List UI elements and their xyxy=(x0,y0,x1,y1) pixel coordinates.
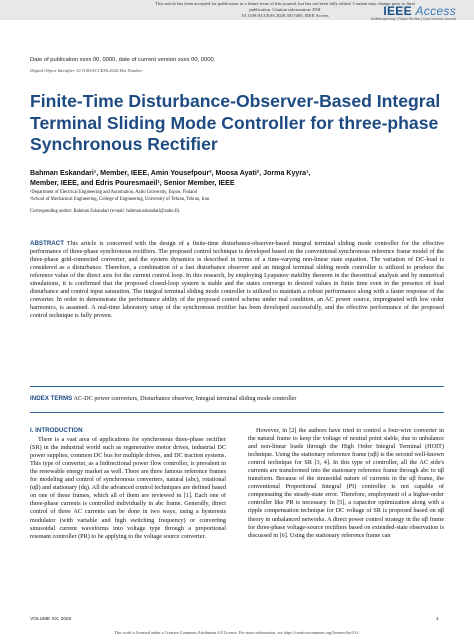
index-terms xyxy=(30,395,444,403)
logo-text-access: Access xyxy=(415,4,456,18)
license-notice: This work is licensed under a Creative Commons Attribution 4.0 License. For more information, see https://creativecommons.org/licenses/by/4.0/. xyxy=(114,630,360,635)
page-number: 1 xyxy=(436,617,439,622)
affiliation-2: ²School of Mechanical Engineering, College of Engineering, University of Tehran, Tehran, Iran xyxy=(30,197,210,202)
left-column xyxy=(30,427,226,541)
publication-notice-line1: This article has been accepted for publication in a future issue of this journal, but has not been fully edited. Content may change prior to final publication. Citation information: DOI xyxy=(155,1,415,12)
paper-title: Finite-Time Disturbance-Observer-Based Integral Terminal Sliding Mode Controller for three-phase Synchronous Rectifier xyxy=(30,91,441,154)
publication-notice-line2: 10.1109/ACCESS.2020.3017469, IEEE Access xyxy=(241,13,329,18)
author-list xyxy=(30,169,450,188)
right-column xyxy=(248,427,444,540)
abstract-block xyxy=(30,240,444,320)
abstract-label: ABSTRACT xyxy=(30,240,65,247)
logo-text-ieee: IEEE xyxy=(383,4,412,18)
index-terms-label: INDEX TERMS xyxy=(30,395,73,402)
divider-rule-top xyxy=(30,386,444,387)
intro-paragraph-left: There is a vast area of applications for synchronous three-phase rectifier (SR) in the industrial world such as regenerative motor drives, industrial DC power supplies, common DC bus for multiple drives, and DC traction systems. This type of converter, as a bidirectional power flow controller, is prevalent in the renewable energy market as well. There are three famous reference frames for modeling and control of synchronous converters, natural (abc), rotational (αβ) and stationary (dq). All the advanced control techniques are defined based on one of these frames, which all of them are reviewed in [1]. Each one of three-phase currents is controlled individually in abc frame. Generally, direct control of three AC currents can be done in two ways, using a hysteresis modulator (with variable and high switching frequency) or converting sinusoidal current waveforms into voltage type through a proportional resonant controller (PR) to be applying to the voltage source converter. xyxy=(30,436,226,540)
ieee-access-logo xyxy=(371,4,456,21)
author-line-1: Bahman Eskandari¹, Member, IEEE, Amin Yousefpour², Moosa Ayati², Jorma Kyyra¹, xyxy=(30,169,311,177)
section-heading-introduction: I. INTRODUCTION xyxy=(30,427,83,434)
publication-date: Date of publication xxxx 00, 0000, date of current version xxxx 00, 0000. xyxy=(30,57,216,63)
affiliation-1: ¹Department of Electrical Engineering and Automation, Aalto University, Espoo, Finland xyxy=(30,190,197,195)
volume-label: VOLUME XX, 2020 xyxy=(30,617,72,622)
abstract-text: This article is concerned with the design of a finite-time disturbance-observer-based integral terminal sliding mode controller for the effective performance of three-phase synchronous rectifiers. The proposed control technique is developed based on the conventional synchronous reference frame model of the three-phase grid-connected converter, and the system dynamics is described in terms of a time-varying non-linear state equation. The variation of DC-load is considered as a disturbance. Therefore, a combination of a fast disturbance observer and an integral terminal sliding mode controller is utilized to produce the reference value of the direct axis for the current control loop. In this research, by employing Lyapunov stability theorem in the theoretical analysis and by numerical simulations, it is confirmed that the proposed closed-loop system is stable and the states converge to desired values in finite time even in the presence of load disturbance and control input saturation. The integral terminal sliding mode controller is utilized to maintain a robust performance along with a faster response of the converter. In order to demonstrate the performance ability of the proposed control scheme under real condition, an AC power source, impregnated with low order harmonics, is assumed. A real-time laboratory setup of the synchronous rectifier has been developed successfully, and the effective performance of the proposed control technique is fully proven. xyxy=(30,240,444,320)
corresponding-author: Corresponding author: Bahman Eskandari (e-mail: bahman.eskandari@aalto.fi). xyxy=(30,209,181,214)
index-terms-text: AC-DC power converters, Disturbance observer, Integral terminal sliding mode controller xyxy=(73,395,297,402)
logo-tagline: Multidisciplinary | Rapid Review | Open Access Journal xyxy=(370,17,456,21)
doi-line: Digital Object Identifier 10.1109/ACCESS.2020.Doi Number xyxy=(30,68,143,73)
intro-paragraph-right: However, in [2] the authors have tried to control a four-wire converter in the natural frame to keep the voltage of neutral point stable, due to unbalance and non-linear loads through the High Order Integral Terminal (HOIT) technique. Using the stationary reference frame (αβ) is the second well-known control technique for SR [3, 4]. In this type of controller, all the AC side's currents are transformed into the stationary reference frame through abc to αβ transform. Because of the sinusoidal nature of currents in the αβ frame, the conventional Proportional Integral (PI) controller is not capable of compensating the steady-state error. Therefore, employment of a higher-order controller like PR is necessary. In [5], a capacitor optimization along with a ripple compensation technique for DC voltage of SR is proposed based on αβ theory in unbalanced networks. A direct power control strategy in the αβ frame for three-phase voltage-source rectifiers based on extended-state observation is discussed in [6]. Using the stationary reference frame can xyxy=(248,427,444,539)
author-line-2: Member, IEEE, and Edris Pouresmaeil¹, Senior Member, IEEE xyxy=(30,178,235,187)
divider-rule-bottom xyxy=(30,412,444,413)
